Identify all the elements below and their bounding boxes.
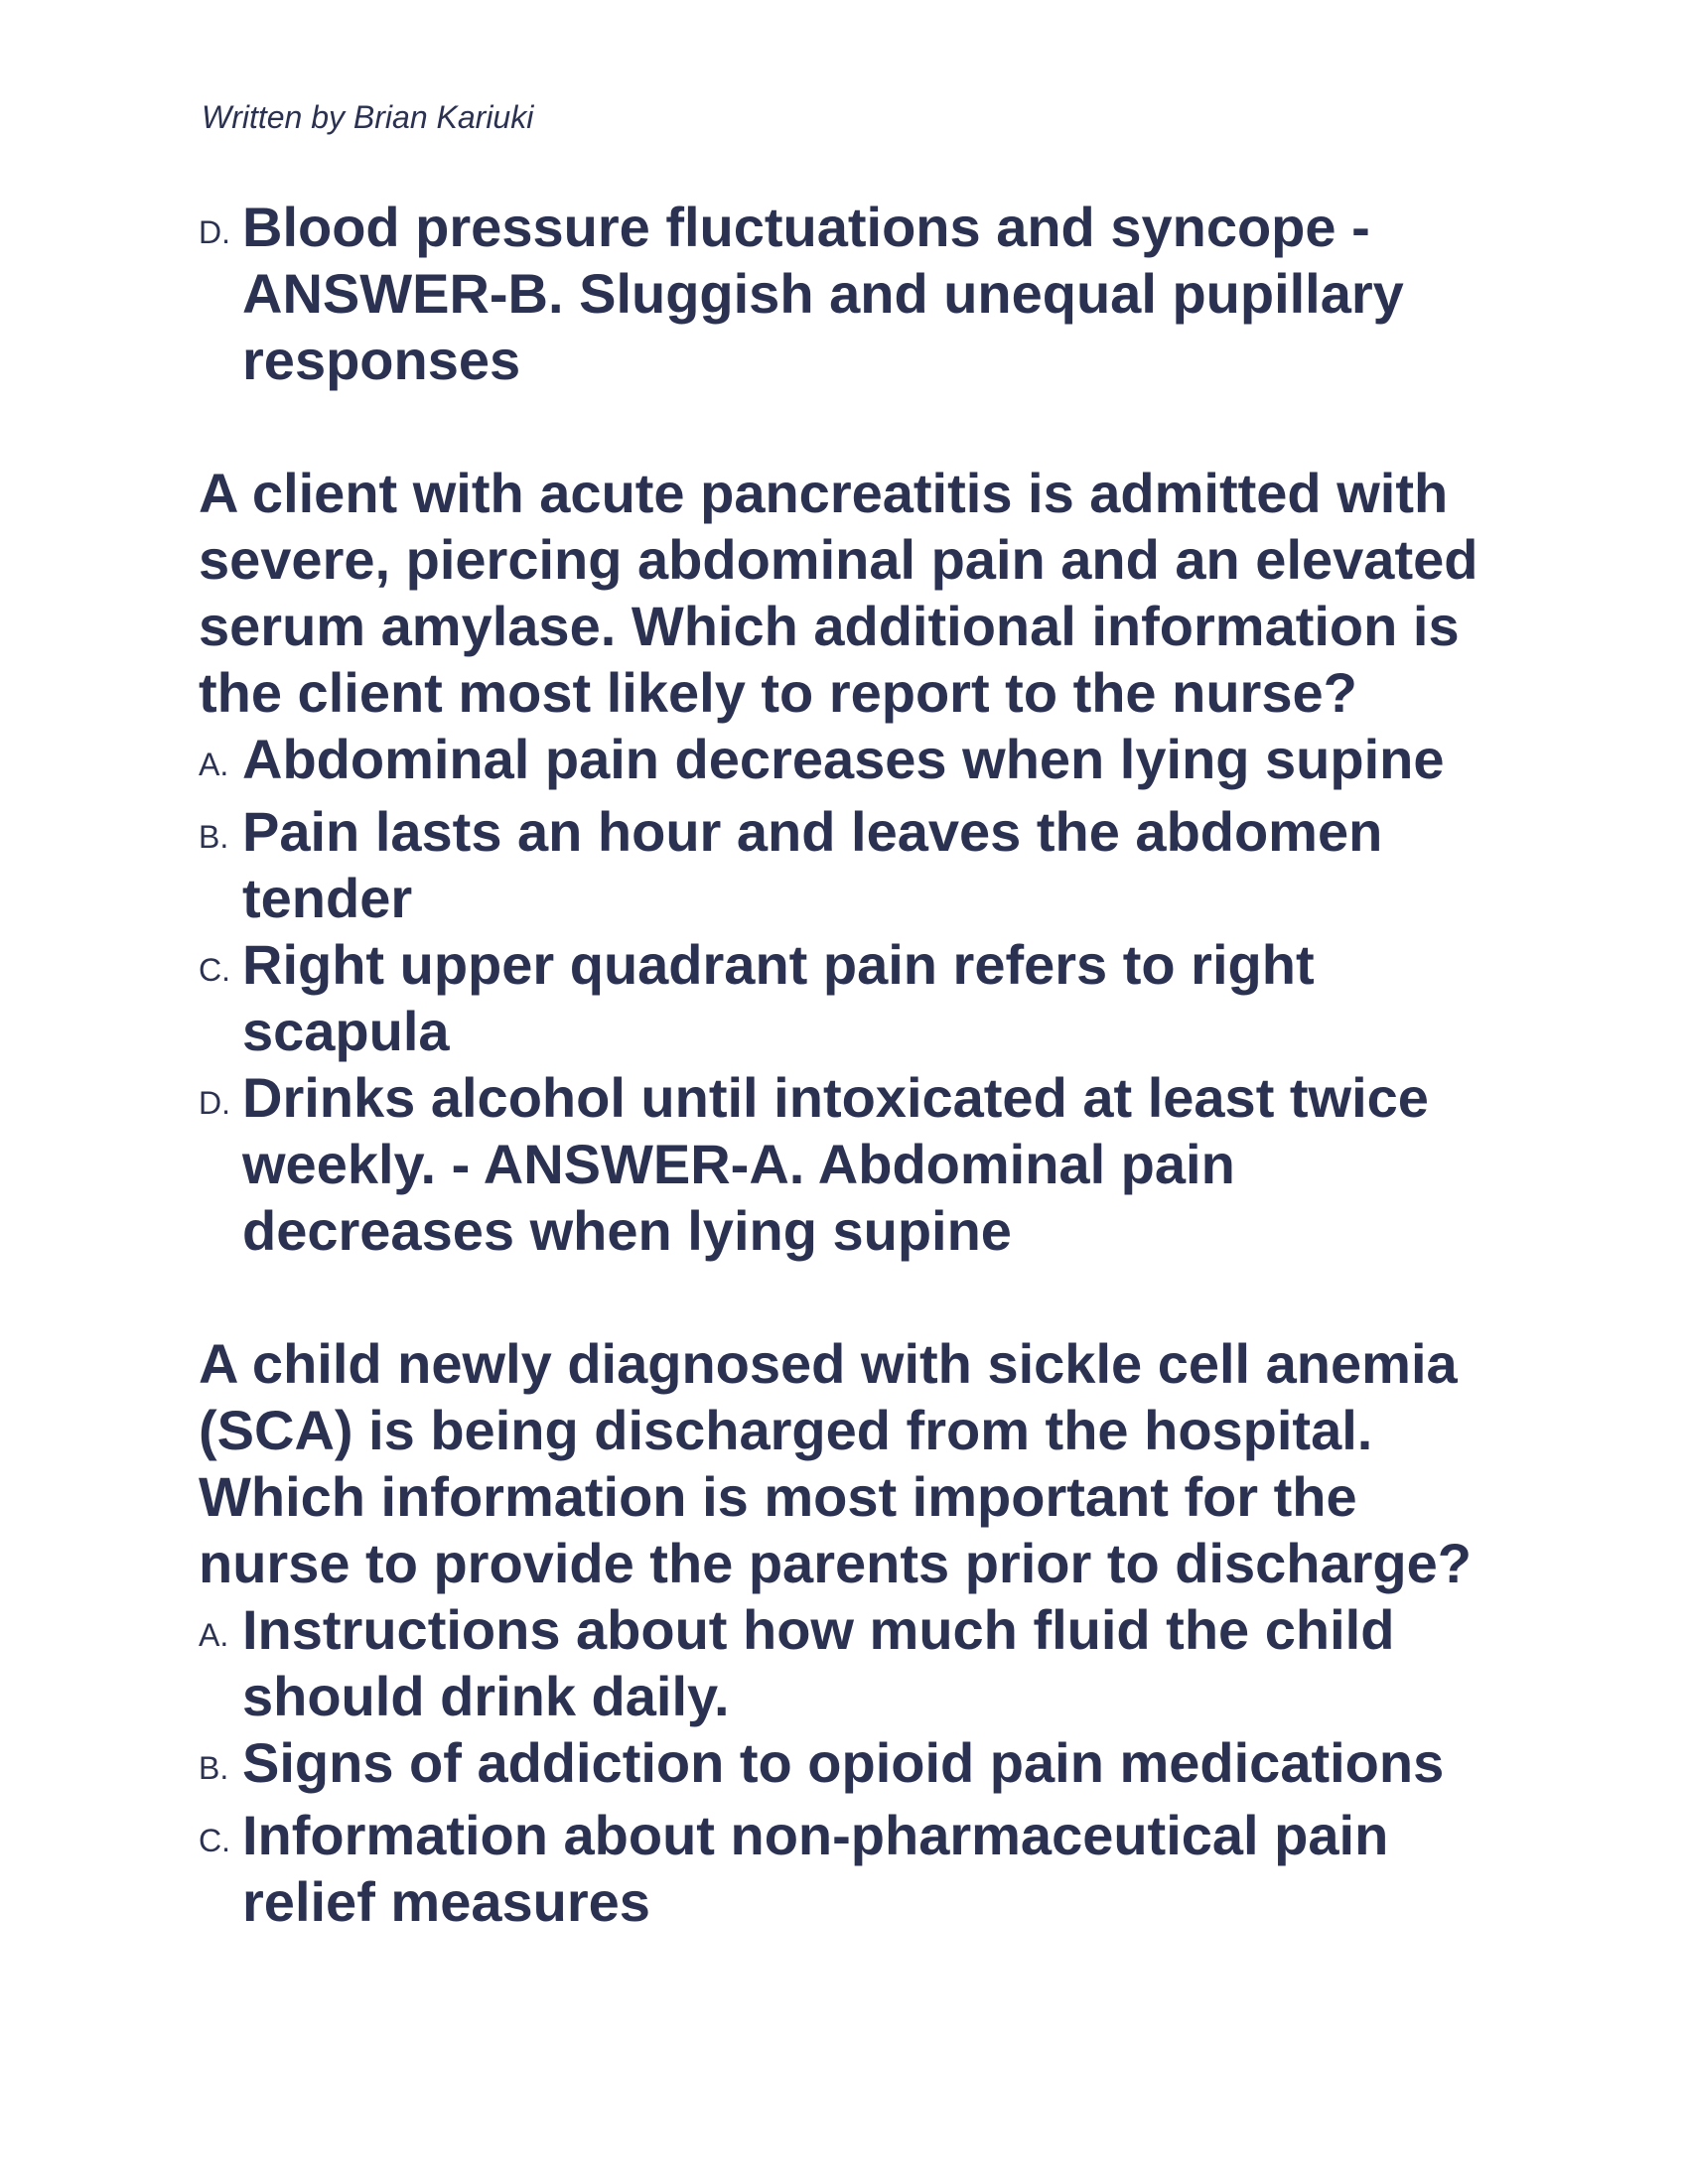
option-text: Blood pressure fluctuations and syncope - ANSWER-B. Sluggish and unequal pupillary responses [242,196,1404,391]
option-text: Right upper quadrant pain refers to right scapula [242,933,1315,1062]
option-letter: A. [199,1617,229,1653]
option-d [199,1064,1489,1264]
option-letter: C. [199,952,230,988]
option-text: Signs of addiction to opioid pain medications [242,1731,1445,1794]
document-body [199,194,1489,1935]
author-line: Written by Brian Kariuki [202,99,534,135]
option-d [199,194,1489,393]
option-letter: D. [199,1085,230,1121]
option-b [199,1729,1489,1802]
option-letter: B. [199,819,229,855]
option-c [199,1802,1489,1935]
option-letter: C. [199,1823,230,1858]
option-a [199,726,1489,798]
question-stem: A client with acute pancreatitis is admitted with severe, piercing abdominal pain and an elevated serum amylase. Which additional information is the client most likely to report to the nurse? [199,462,1478,724]
option-text: Pain lasts an hour and leaves the abdomen tender [242,800,1383,929]
option-letter: B. [199,1750,229,1786]
spacer [199,393,1489,460]
option-letter: D. [199,214,230,250]
spacer [199,1264,1489,1330]
option-a [199,1596,1489,1729]
option-text: Instructions about how much fluid the child should drink daily. [242,1598,1395,1727]
option-c [199,931,1489,1064]
option-letter: A. [199,747,229,782]
option-text: Abdominal pain decreases when lying supine [242,728,1445,790]
question-stem: A child newly diagnosed with sickle cell anemia (SCA) is being discharged from the hospital. Which information is most important for the nurse to provide the parents prior to discharge? [199,1332,1472,1594]
option-text: Drinks alcohol until intoxicated at least twice weekly. - ANSWER-A. Abdominal pain decreases when lying supine [242,1066,1429,1262]
option-text: Information about non-pharmaceutical pain relief measures [242,1804,1389,1933]
option-b [199,798,1489,931]
